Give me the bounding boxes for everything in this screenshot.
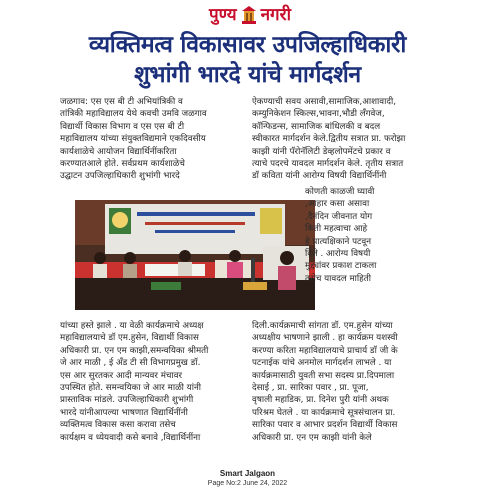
text-line: दिले . आरोग्य विषयी bbox=[305, 249, 371, 260]
text-line: तसेच यावदल माहिती bbox=[305, 273, 371, 284]
text-line: ,आहार कसा असावा bbox=[305, 199, 370, 210]
text-line: तांत्रिकी महाविद्यालय येथे कवची उमवि जळगाव bbox=[60, 109, 207, 120]
text-line: महाविद्यालयाचे डॉ एम.हुसेन, विद्यार्थी विकास bbox=[60, 333, 199, 344]
article-column-left-top bbox=[60, 96, 248, 183]
publication-name: Smart Jalgaon bbox=[219, 469, 276, 478]
masthead-word-right: नगरी bbox=[260, 5, 291, 25]
article-column-right-mid bbox=[305, 186, 441, 285]
text-line: जे आर माळी , ई अँड टी सी विभागप्रमुख डॉ. bbox=[60, 358, 201, 369]
temple-pillar-icon bbox=[240, 5, 258, 25]
article-column-left-bottom bbox=[60, 320, 248, 444]
text-line: ऐकण्याची सवय असावी,सामाजिक,आशावादी, bbox=[252, 97, 396, 107]
text-line: विद्यार्थी विकास विभाग व एस एस बी टी bbox=[60, 121, 185, 132]
text-line: एस आर सुरतकर आदी मान्यवर मंचावर bbox=[60, 370, 183, 381]
text-line: परिश्रम घेतले . या कार्यक्रमाचे सूत्रसंचालन प्रा. bbox=[252, 407, 396, 418]
headline-line-2: शुभांगी भारदे यांचे मार्गदर्शन bbox=[134, 62, 361, 88]
text-line: करण्यातआले होते. सर्वप्रथम कार्यशाळेचे bbox=[60, 159, 185, 170]
text-line: त्याचे पदरचे यावदल मार्गदर्शन केले. तृतीय सत्रात bbox=[252, 159, 404, 170]
text-line: वृषाली महाडिक, प्रा. दिनेश पुरी यांनी अथक bbox=[252, 395, 389, 406]
text-line: कार्यक्षम व ध्येयवादी कसे बनावे ,विद्यार्थिनींना bbox=[60, 432, 201, 443]
text-line: कॉन्फिडन्स, सामाजिक बांधिलकी व बदल bbox=[252, 121, 381, 132]
text-line: प्रास्ताविक मांडले. उपजिल्हाधिकारी शुभांगी bbox=[60, 395, 194, 406]
text-line: करण्या करिता महाविद्यालयाचे प्राचार्य डॉ जी के bbox=[252, 345, 398, 356]
photo-scene bbox=[75, 200, 315, 310]
text-line: सारिका पवार व आभार प्रदर्शन विद्यार्थी विकास bbox=[252, 420, 398, 431]
text-line: स्वीकारत मार्गदर्शन केले.द्वितीय सत्रात प्रा. फरोझा bbox=[252, 134, 406, 145]
text-line: अध्यक्षीय भाषणाने झाली . हा कार्यक्रम यशस्वी bbox=[252, 333, 398, 344]
masthead-word-left: पुण्य bbox=[209, 5, 237, 25]
article-headline bbox=[40, 30, 455, 90]
page-footer bbox=[0, 469, 495, 488]
text-line: मुद्द्यांवर प्रकाश टाकला bbox=[305, 261, 377, 272]
text-line: कोणती काळजी घ्यावी bbox=[305, 187, 375, 197]
text-line: अधिकारी प्रा. एन एम काझी यांनी केले bbox=[252, 432, 372, 443]
text-line: उपस्थित होते. समन्वयिका जे आर माळी यांनी bbox=[60, 383, 202, 394]
text-line: कार्यशाळेचे आयोजन विद्यार्थिनींकरिता bbox=[60, 146, 177, 157]
article-column-right-top bbox=[252, 96, 440, 183]
text-line: कम्युनिकेशन स्किल्स,भावना,भौडी लॅंगवेज, bbox=[252, 109, 385, 120]
text-line: यांच्या हस्ते झाले . या वेळी कार्यक्रमाचे अध्यक्ष bbox=[60, 321, 204, 331]
text-line: काझी यांनी पॅरोनॅलिटी डेव्हलोपमेंटचे प्रकार व bbox=[252, 146, 391, 157]
text-line: अधिकारी प्रा. एन एम काझी,समन्वयिका श्रीमती bbox=[60, 345, 209, 356]
text-line: हे प्रात्यक्षिकाने पटवून bbox=[305, 236, 372, 247]
text-line: व्यक्तिमत्व विकास कसा करावा तसेच bbox=[60, 420, 176, 431]
text-line: किती महत्वाचा आहे bbox=[305, 224, 368, 235]
text-line: उद्घाटन उपजिल्हाधिकारी शुभांगी भारदे bbox=[60, 171, 180, 182]
text-line: दिली.कार्यक्रमाची सांगता डॉ. एम.हुसेन यांच्या bbox=[252, 321, 393, 331]
headline-line-1: व्यक्तिमत्व विकासावर उपजिल्हाधिकारी bbox=[88, 32, 407, 58]
seminar-stage-photo bbox=[75, 200, 315, 310]
page-info: Page No:2 June 24, 2022 bbox=[207, 480, 288, 487]
text-line: जळगाव: एस एस बी टी अभियांत्रिकी व bbox=[60, 97, 183, 107]
text-line: ,दैनंदिन जीवनात योग bbox=[305, 211, 373, 222]
text-line: महाविद्यालय यांच्या संयुक्तविद्यमाने एकदिवसीय bbox=[60, 134, 206, 145]
masthead-logo bbox=[190, 3, 310, 27]
text-line: पटनाईक यांचे अनमोल मार्गदर्शन लाभले . या bbox=[252, 358, 392, 369]
article-column-right-bottom bbox=[252, 320, 440, 444]
text-line: डॉ कविता यांनी आरोग्य विषयी विद्यार्थिनींनी bbox=[252, 171, 387, 182]
text-line: कार्यक्रमासाठी युवती सभा सदस्य प्रा.दिपमाला bbox=[252, 370, 395, 381]
text-line: देसाई , प्रा. सारिका पवार , प्रा. पूजा, bbox=[252, 383, 369, 394]
text-line: भारदे यांनीआपल्या भाषणात विद्यार्थिनींनी bbox=[60, 407, 188, 418]
